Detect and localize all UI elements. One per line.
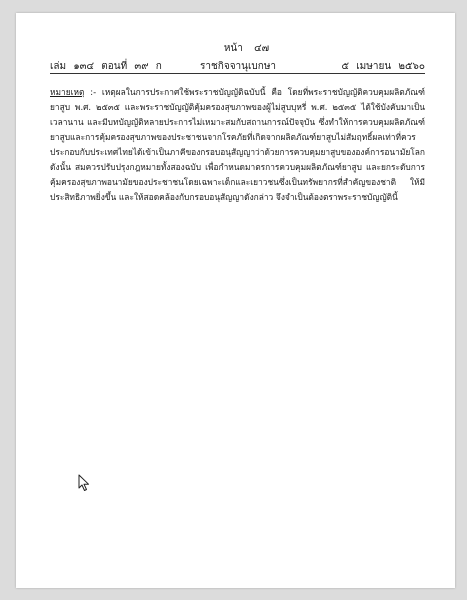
volume-label: เล่ม [50, 61, 67, 72]
date-day: ๕ [341, 61, 350, 72]
date-month: เมษายน [356, 61, 392, 72]
volume-number: ๑๓๔ [73, 61, 95, 72]
part-label: ตอนที่ [101, 61, 128, 72]
page-number: ๔๗ [254, 43, 270, 54]
remark-paragraph [50, 85, 425, 205]
page-number-label: หน้า [223, 43, 243, 54]
remark-text: เหตุผลในการประกาศใช้พระราชบัญญัติฉบับนี้ คือ โดยที่พระราชบัญญัติควบคุมผลิตภัณฑ์ยาสูบ พ.ศ. ๒๕๓๕ และพระราชบัญญัติคุ้มครองสุขภาพของผู้ไม่สูบบุหรี่ พ.ศ. ๒๕๓๕ ได้ใช้บังคับมาเป็นเวลานาน และมีบทบัญญัติหลายประการไม่เหมาะสมกับสถานการณ์ปัจจุบัน ซึ่งทำให้การควบคุมผลิตภัณฑ์ยาสูบและการคุ้มครองสุขภาพของประชาชนจากโรคภัยที่เกิดจากผลิตภัณฑ์ยาสูบไม่สัมฤทธิ์ผลเท่าที่ควร ประกอบกับประเทศไทยได้เข้าเป็นภาคีของกรอบอนุสัญญาว่าด้วยการควบคุมยาสูบขององค์การอนามัยโลก ดังนั้น สมควรปรับปรุงกฎหมายทั้งสองฉบับ เพื่อกำหนดมาตรการควบคุมผลิตภัณฑ์ยาสูบ และยกระดับการคุ้มครองสุขภาพอนามัยของประชาชนโดยเฉพาะเด็กและเยาวชนซึ่งเป็นทรัพยากรที่สำคัญของชาติ ให้มีประสิทธิภาพยิ่งขึ้น และให้สอดคล้องกับกรอบอนุสัญญาดังกล่าว จึงจำเป็นต้องตราพระราชบัญญัตินี้ [50, 87, 425, 202]
document-page [16, 13, 455, 588]
remark-separator: :- [84, 87, 97, 97]
gazette-header [50, 57, 425, 74]
gazette-name: ราชกิจจานุเบกษา [200, 61, 277, 72]
remark-label: หมายเหตุ [50, 87, 85, 97]
date-year: ๒๕๖๐ [398, 61, 425, 72]
part-number: ๓๙ [134, 61, 149, 72]
header-date [338, 59, 426, 74]
page-number-line [16, 41, 455, 56]
section-letter: ก [155, 61, 162, 72]
mouse-pointer-icon [78, 474, 90, 492]
header-volume-info [50, 59, 166, 74]
